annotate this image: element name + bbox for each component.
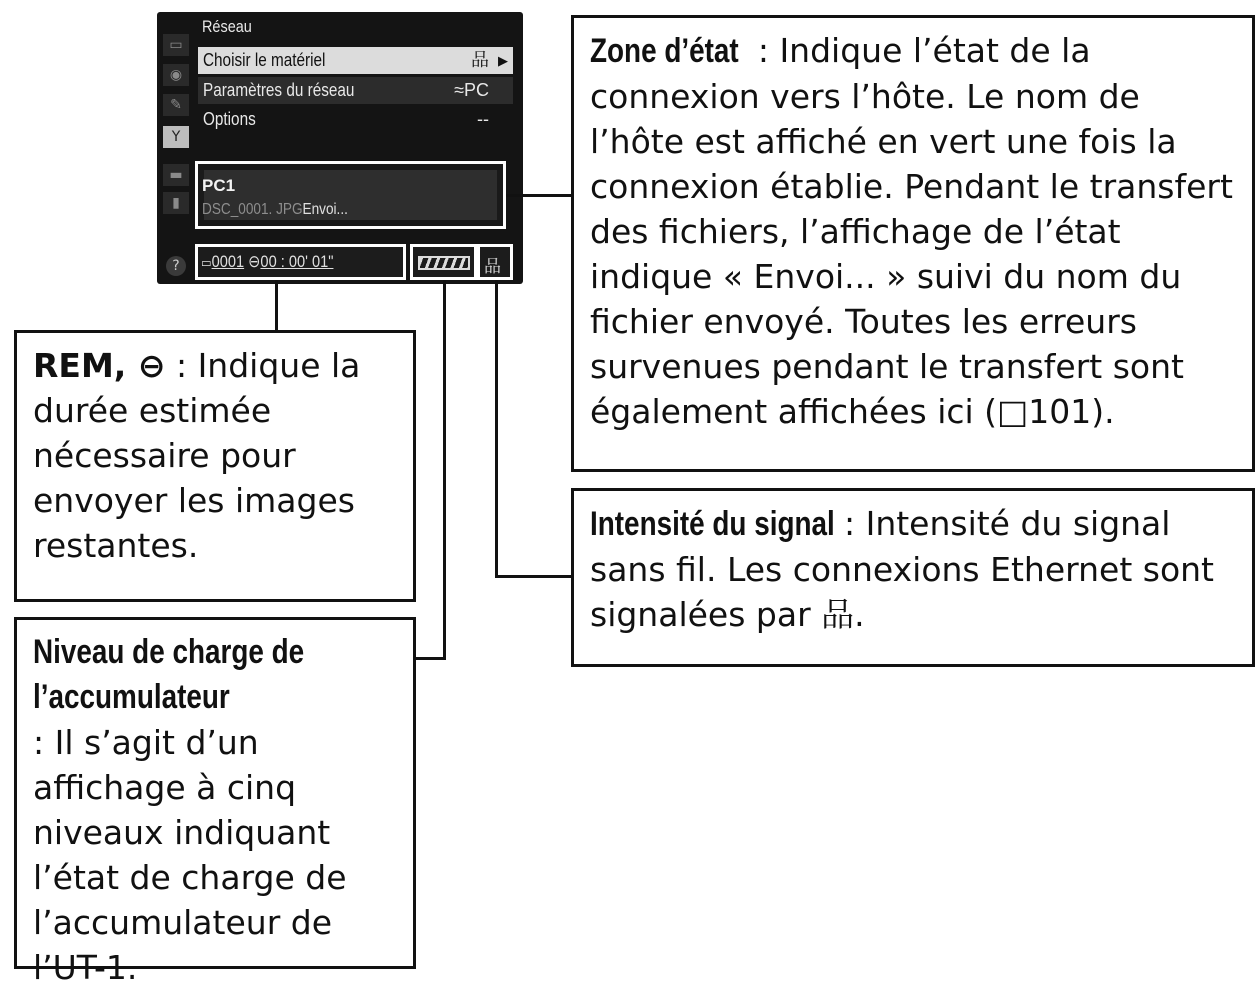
battery-leader-line-h [413, 657, 446, 660]
setup-tab-icon[interactable]: Y [163, 126, 189, 148]
signal-leader-line-h [495, 575, 573, 578]
shooting-tab-icon[interactable]: ◉ [163, 64, 189, 86]
menu-item-choose-hardware[interactable] [198, 47, 513, 74]
callout-term: Intensité du signal [590, 505, 835, 543]
status-file-name: DSC_0001. JPG [202, 201, 303, 218]
menu-item-label: Paramètres du réseau [203, 80, 355, 100]
battery-callout [14, 617, 416, 987]
custom-tab-icon[interactable]: ✎ [163, 94, 189, 116]
menu-title: Réseau [202, 17, 252, 36]
callout-term: REM, ⊖ [33, 346, 166, 385]
menu-item-label: Choisir le matériel [203, 50, 326, 70]
mymenu-tab-icon[interactable]: ▮ [163, 192, 189, 214]
battery-leader-line-v [443, 280, 446, 660]
status-action: Envoi... [302, 201, 348, 218]
clock-icon: ⊖ [248, 252, 261, 271]
network-icon: 品 [471, 50, 489, 70]
playback-tab-icon[interactable]: ▭ [163, 34, 189, 56]
callout-text: : Intensité du signal sans fil. Les connexions Ethernet sont signalées par 品. [590, 504, 1214, 634]
remaining-time-callout [14, 330, 416, 602]
retouch-tab-icon[interactable]: ▬ [163, 164, 189, 186]
remaining-readout [201, 252, 333, 272]
callout-term: Zone d’état [590, 32, 739, 70]
rem-icon: ▭ [201, 255, 212, 270]
menu-item-value: ≈PC [454, 80, 489, 100]
status-host-name: PC1 [202, 176, 236, 195]
menu-item-options[interactable] [198, 106, 513, 133]
battery-level-icon [418, 256, 470, 270]
status-zone-callout [571, 15, 1255, 472]
signal-leader-line-v [495, 280, 498, 578]
remaining-leader-line [275, 280, 278, 332]
status-leader-line [506, 194, 574, 197]
menu-item-label: Options [203, 109, 256, 129]
signal-strength-icon: 品 [484, 257, 501, 277]
remaining-count: 0001 [211, 252, 245, 271]
remaining-time: 00 : 00' 01" [260, 252, 334, 271]
callout-text: : Il s’agit d’un affichage à cinq niveaux indiquant l’état de charge de l’accumulateur de l’UT-1. [33, 723, 347, 987]
callout-term: Niveau de charge de l’accumulateur [33, 633, 305, 716]
menu-item-network-settings[interactable] [198, 77, 513, 104]
menu-item-value: -- [477, 109, 489, 129]
callout-text: : Indique l’état de la connexion vers l’hôte. Le nom de l’hôte est affiché en vert une fois la connexion établie. Pendant le transfert des fichiers, l’affichage de l’état indique « Envoi... » suivi du nom du fichier envoyé. Toutes les erreurs survenues pendant le transfert sont également affichées ici (□101). [590, 31, 1233, 431]
menu-side-tabs [163, 30, 191, 280]
signal-callout [571, 488, 1255, 667]
status-file-info [202, 201, 348, 219]
callout-text: : Indique la durée estimée nécessaire pour envoyer les images restantes. [33, 346, 361, 565]
chevron-right-icon: ▶ [498, 53, 508, 68]
help-icon[interactable]: ? [166, 256, 186, 276]
